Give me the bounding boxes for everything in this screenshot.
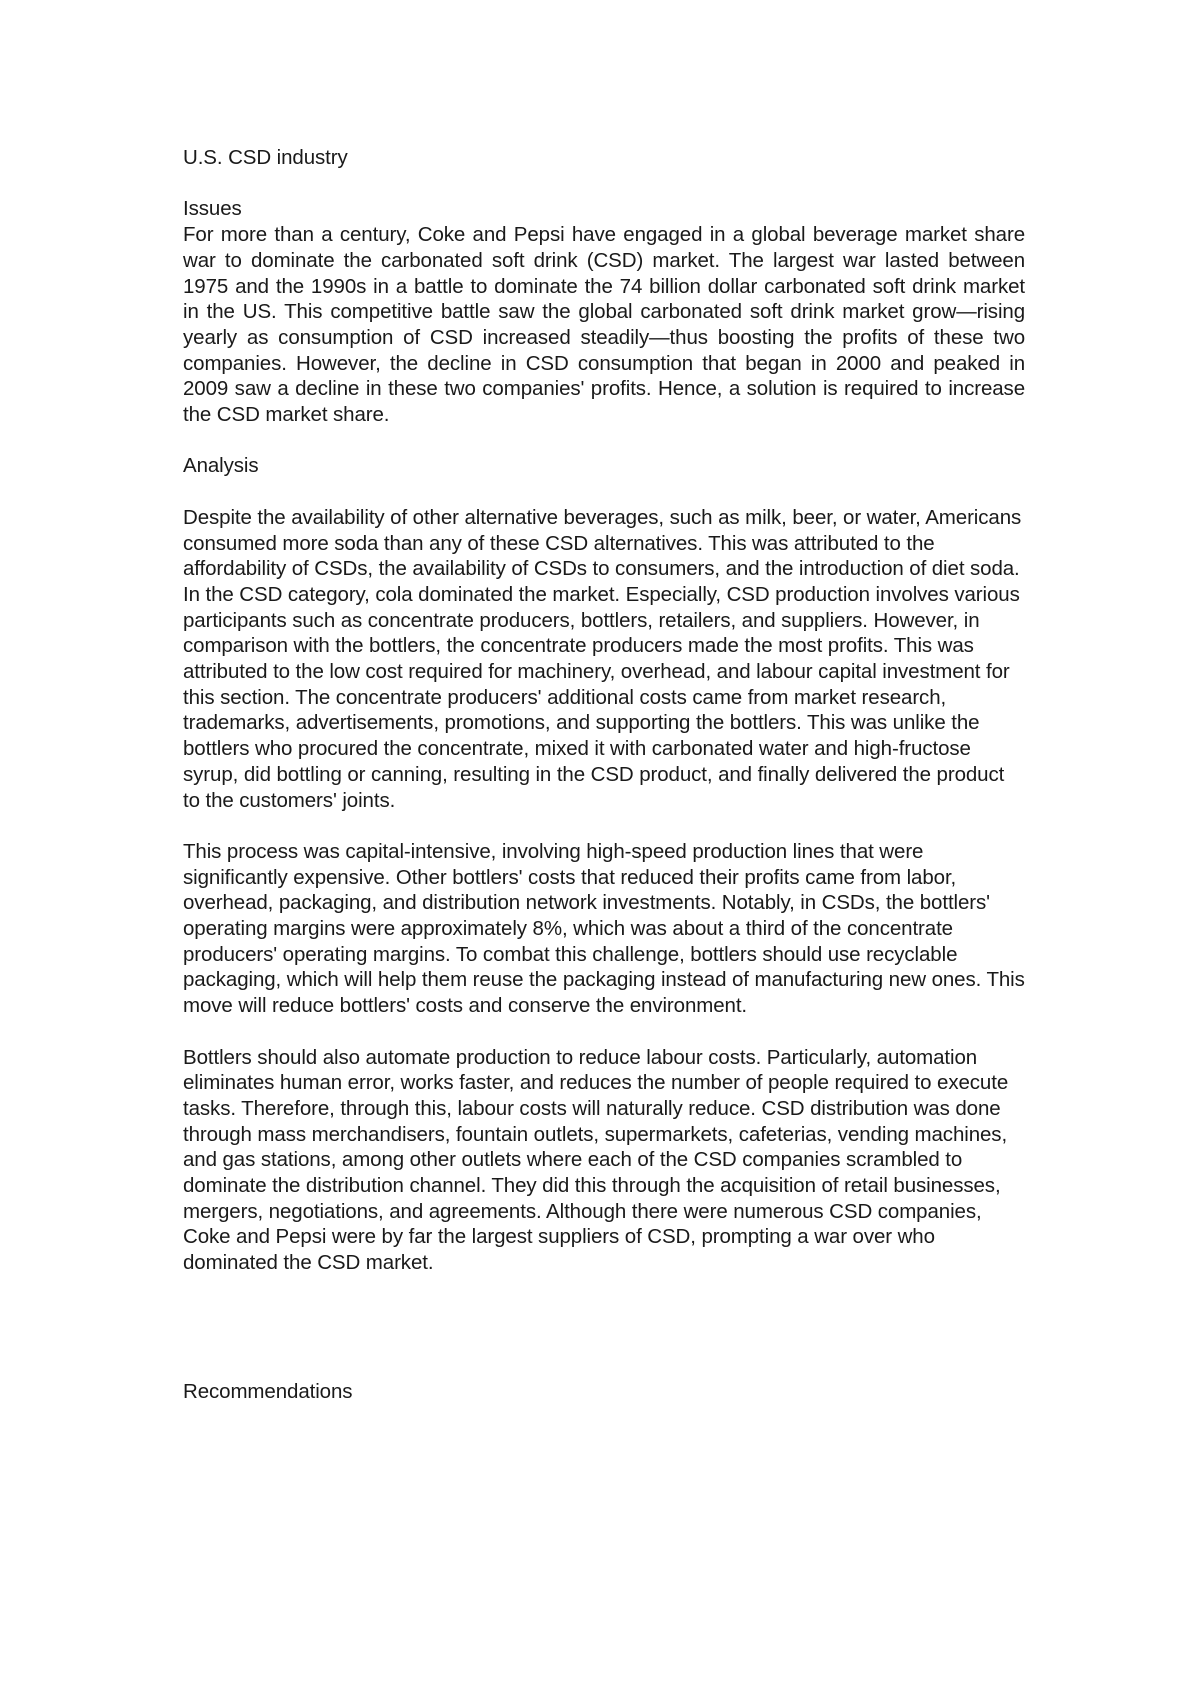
issues-heading: Issues <box>183 197 242 221</box>
spacer <box>183 428 1025 454</box>
spacer <box>183 479 1025 505</box>
spacer <box>183 813 1025 839</box>
analysis-heading: Analysis <box>183 454 259 478</box>
spacer <box>183 1019 1025 1045</box>
spacer <box>183 1276 1025 1379</box>
analysis-paragraph-1: Despite the availability of other alternative beverages, such as milk, beer, or water, Americans consumed more soda than any of these CSD alternatives. This was attributed to the affordability of CSDs, the availability of CSDs to consumers, and the introduction of diet soda. In the CSD category, cola dominated the market. Especially, CSD production involves various participants such as concentrate producers, bottlers, retailers, and suppliers. However, in comparison with the bottlers, the concentrate producers made the most profits. This was attributed to the low cost required for machinery, overhead, and labour capital investment for this section. The concentrate producers' additional costs came from market research, trademarks, advertisements, promotions, and supporting the bottlers. This was unlike the bottlers who procured the concentrate, mixed it with carbonated water and high-fructose syrup, did bottling or canning, resulting in the CSD product, and finally delivered the product to the customers' joints. <box>183 505 1022 812</box>
analysis-paragraph-3: Bottlers should also automate production to reduce labour costs. Particularly, automation eliminates human error, works faster, and reduces the number of people required to execute tasks. Therefore, through this, labour costs will naturally reduce. CSD distribution was done through mass merchandisers, fountain outlets, supermarkets, cafeterias, vending machines, and gas stations, among other outlets where each of the CSD companies scrambled to dominate the distribution channel. They did this through the acquisition of retail businesses, mergers, negotiations, and agreements. Although there were numerous CSD companies, Coke and Pepsi were by far the largest suppliers of CSD, prompting a war over who dominated the CSD market. <box>183 1045 1009 1275</box>
spacer <box>183 171 1025 197</box>
analysis-paragraph-2: This process was capital-intensive, involving high-speed production lines that were significantly expensive. Other bottlers' costs that reduced their profits came from labor, overhead, packaging, and distribution network investments. Notably, in CSDs, the bottlers' operating margins were approximately 8%, which was about a third of the concentrate producers' operating margins. To combat this challenge, bottlers should use recyclable packaging, which will help them reuse the packaging instead of manufacturing new ones. This move will reduce bottlers' costs and conserve the environment. <box>183 839 1025 1018</box>
document-body <box>183 145 1025 1404</box>
issues-section <box>183 196 1025 427</box>
recommendations-section <box>183 1379 1025 1405</box>
analysis-section <box>183 453 1025 1275</box>
document-title: U.S. CSD industry <box>183 146 348 169</box>
issues-paragraph: For more than a century, Coke and Pepsi have engaged in a global beverage market share war to dominate the carbonated soft drink (CSD) market. The largest war lasted between 1975 and the 1990s in a battle to dominate the 74 billion dollar carbonated soft drink market in the US. This competitive battle saw the global carbonated soft drink market grow—rising yearly as consumption of CSD increased steadily—thus boosting the profits of these two companies. However, the decline in CSD consumption that began in 2000 and peaked in 2009 saw a decline in these two companies' profits. Hence, a solution is required to increase the CSD market share. <box>183 223 1025 427</box>
recommendations-heading: Recommendations <box>183 1379 353 1403</box>
